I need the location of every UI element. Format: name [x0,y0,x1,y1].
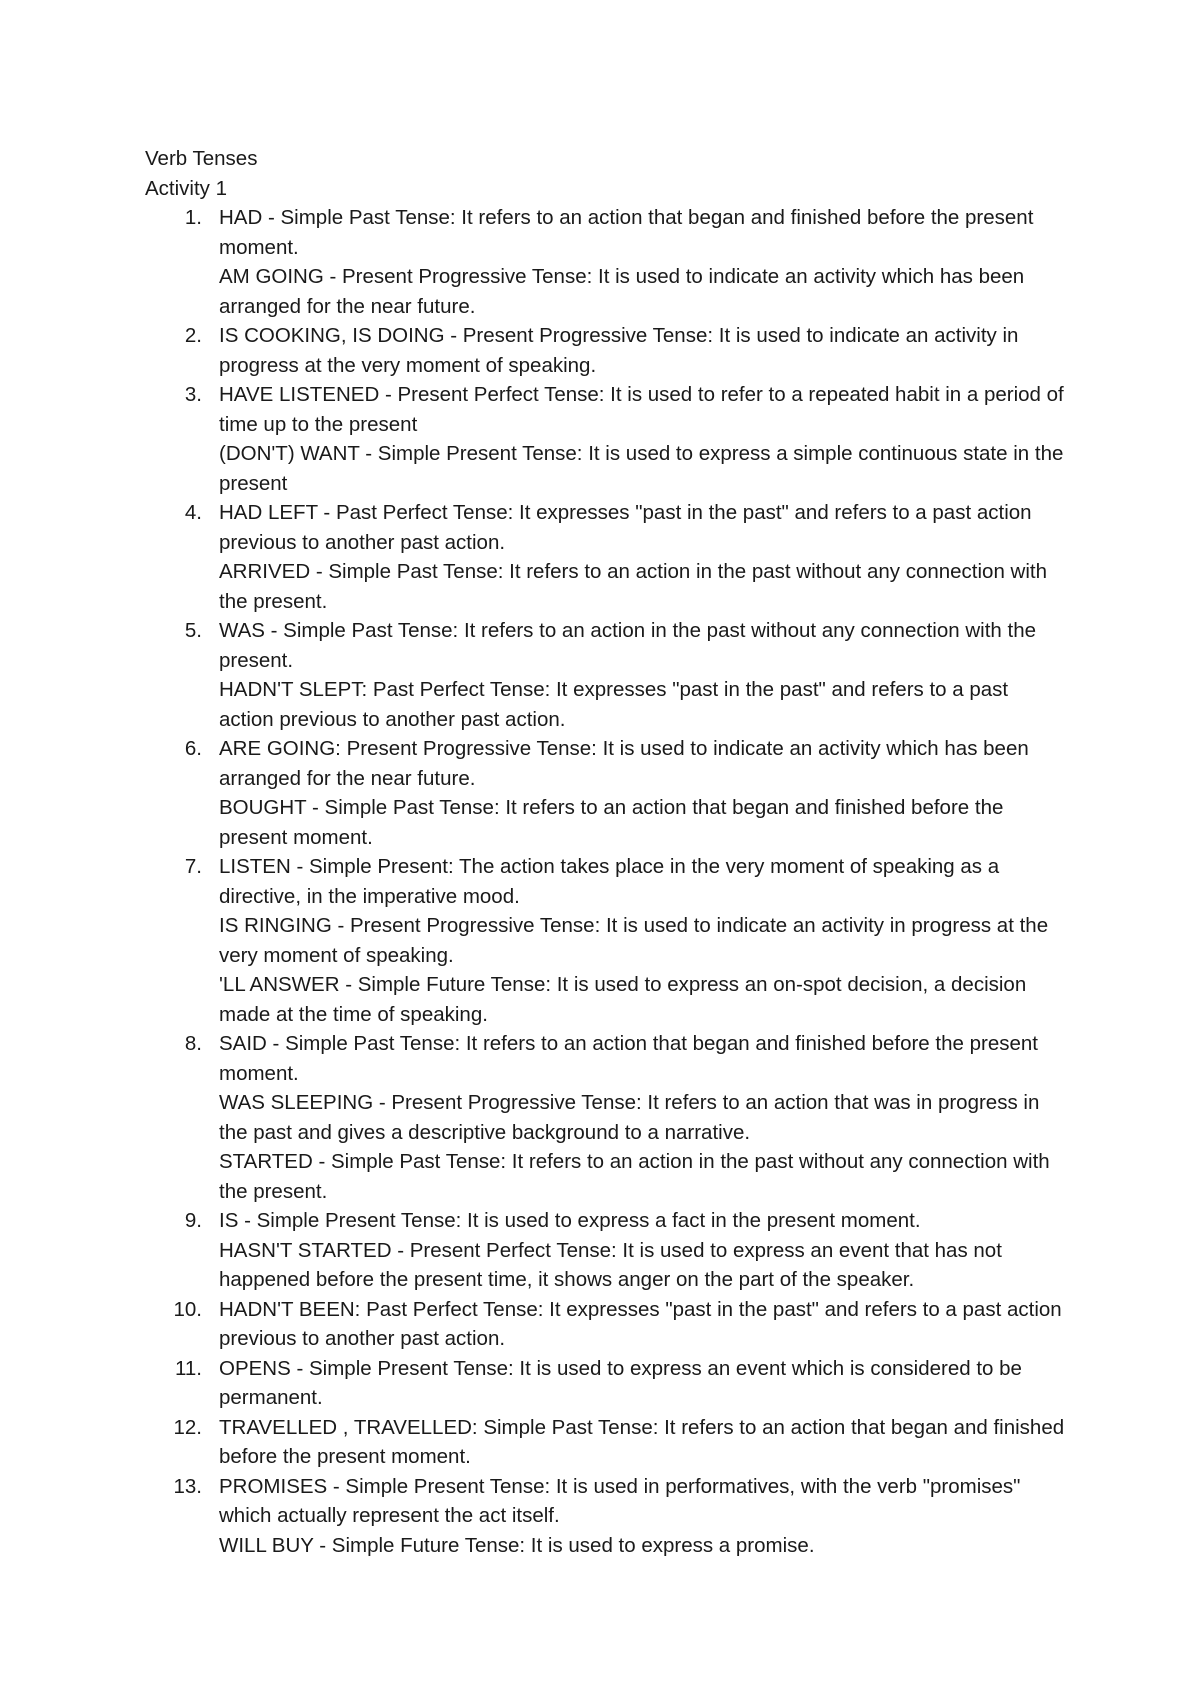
answer-entry: HASN'T STARTED - Present Perfect Tense: It is used to express an event that has not happened before the present time, it shows anger on the part of the speaker. [219,1238,1002,1291]
answer-entry: WILL BUY - Simple Future Tense: It is used to express a promise. [219,1533,815,1557]
list-item [145,498,1065,616]
document-body [145,144,1065,1560]
list-item [145,1295,1065,1354]
list-item-number: 12. [173,1415,202,1439]
answer-entry: HADN'T BEEN: Past Perfect Tense: It expresses "past in the past" and refers to a past action previous to another past action. [219,1297,1062,1350]
list-item [145,734,1065,852]
list-item-number: 2. [184,324,202,347]
answer-entry: IS COOKING, IS DOING - Present Progressive Tense: It is used to indicate an activity in progress at the very moment of speaking. [219,324,1019,377]
answer-entry: AM GOING - Present Progressive Tense: It is used to indicate an activity which has been arranged for the near future. [219,265,1025,318]
list-item-number: 13. [173,1474,202,1498]
answer-entry: PROMISES - Simple Present Tense: It is used in performatives, with the verb "promises" which actually represent the act itself. [219,1474,1021,1527]
list-item [145,616,1065,734]
answer-entry: IS RINGING - Present Progressive Tense: It is used to indicate an activity in progress at the very moment of speaking. [219,914,1049,967]
answer-entry: HAD LEFT - Past Perfect Tense: It expresses "past in the past" and refers to a past action previous to another past action. [219,501,1032,554]
answer-entry: TRAVELLED , TRAVELLED: Simple Past Tense: It refers to an action that began and finished before the present moment. [219,1415,1065,1468]
list-item [145,1472,1065,1561]
list-item-number: 5. [184,619,202,642]
answer-entry: HADN'T SLEPT: Past Perfect Tense: It expresses "past in the past" and refers to a past action previous to another past action. [219,678,1009,731]
answer-entry: STARTED - Simple Past Tense: It refers to an action in the past without any connection with the present. [219,1150,1050,1203]
answer-entry: HAVE LISTENED - Present Perfect Tense: It is used to refer to a repeated habit in a period of time up to the present [219,383,1064,436]
activity-heading: Activity 1 [145,176,228,200]
list-item [145,321,1065,380]
answer-entry: ARE GOING: Present Progressive Tense: It is used to indicate an activity which has been arranged for the near future. [219,737,1029,790]
answer-entry: IS - Simple Present Tense: It is used to express a fact in the present moment. [219,1209,921,1232]
list-item-number: 3. [184,383,202,406]
list-item-number: 8. [184,1032,202,1055]
list-item [145,1413,1065,1472]
answer-entry: BOUGHT - Simple Past Tense: It refers to an action that began and finished before the present moment. [219,796,1004,849]
list-item [145,1354,1065,1413]
answer-entry: SAID - Simple Past Tense: It refers to an action that began and finished before the present moment. [219,1032,1038,1085]
list-item-number: 7. [184,855,202,878]
answer-entry: (DON'T) WANT - Simple Present Tense: It is used to express a simple continuous state in the present [219,442,1064,495]
answer-entry: WAS - Simple Past Tense: It refers to an action in the past without any connection with the present. [219,619,1037,672]
answer-entry: 'LL ANSWER - Simple Future Tense: It is used to express an on-spot decision, a decision made at the time of speaking. [219,973,1027,1026]
list-item-number: 6. [184,737,202,760]
list-item [145,1206,1065,1295]
list-item-number: 11. [175,1356,202,1380]
answer-entry: HAD - Simple Past Tense: It refers to an action that began and finished before the present moment. [219,206,1034,259]
answer-entry: WAS SLEEPING - Present Progressive Tense: It refers to an action that was in progress in the past and gives a descriptive background to a narrative. [219,1091,1040,1144]
list-item [145,1029,1065,1206]
list-item-number: 1. [184,206,202,229]
answer-list [145,203,1065,1560]
list-item-number: 4. [184,501,202,524]
list-item [145,852,1065,1029]
answer-entry: ARRIVED - Simple Past Tense: It refers to an action in the past without any connection with the present. [219,560,1048,613]
answer-entry: LISTEN - Simple Present: The action takes place in the very moment of speaking as a directive, in the imperative mood. [219,855,1000,908]
answer-entry: OPENS - Simple Present Tense: It is used to express an event which is considered to be permanent. [219,1356,1022,1409]
list-item [145,203,1065,321]
list-item-number: 10. [173,1297,202,1321]
list-item [145,380,1065,498]
document-title: Verb Tenses [145,147,258,170]
list-item-number: 9. [184,1209,202,1232]
